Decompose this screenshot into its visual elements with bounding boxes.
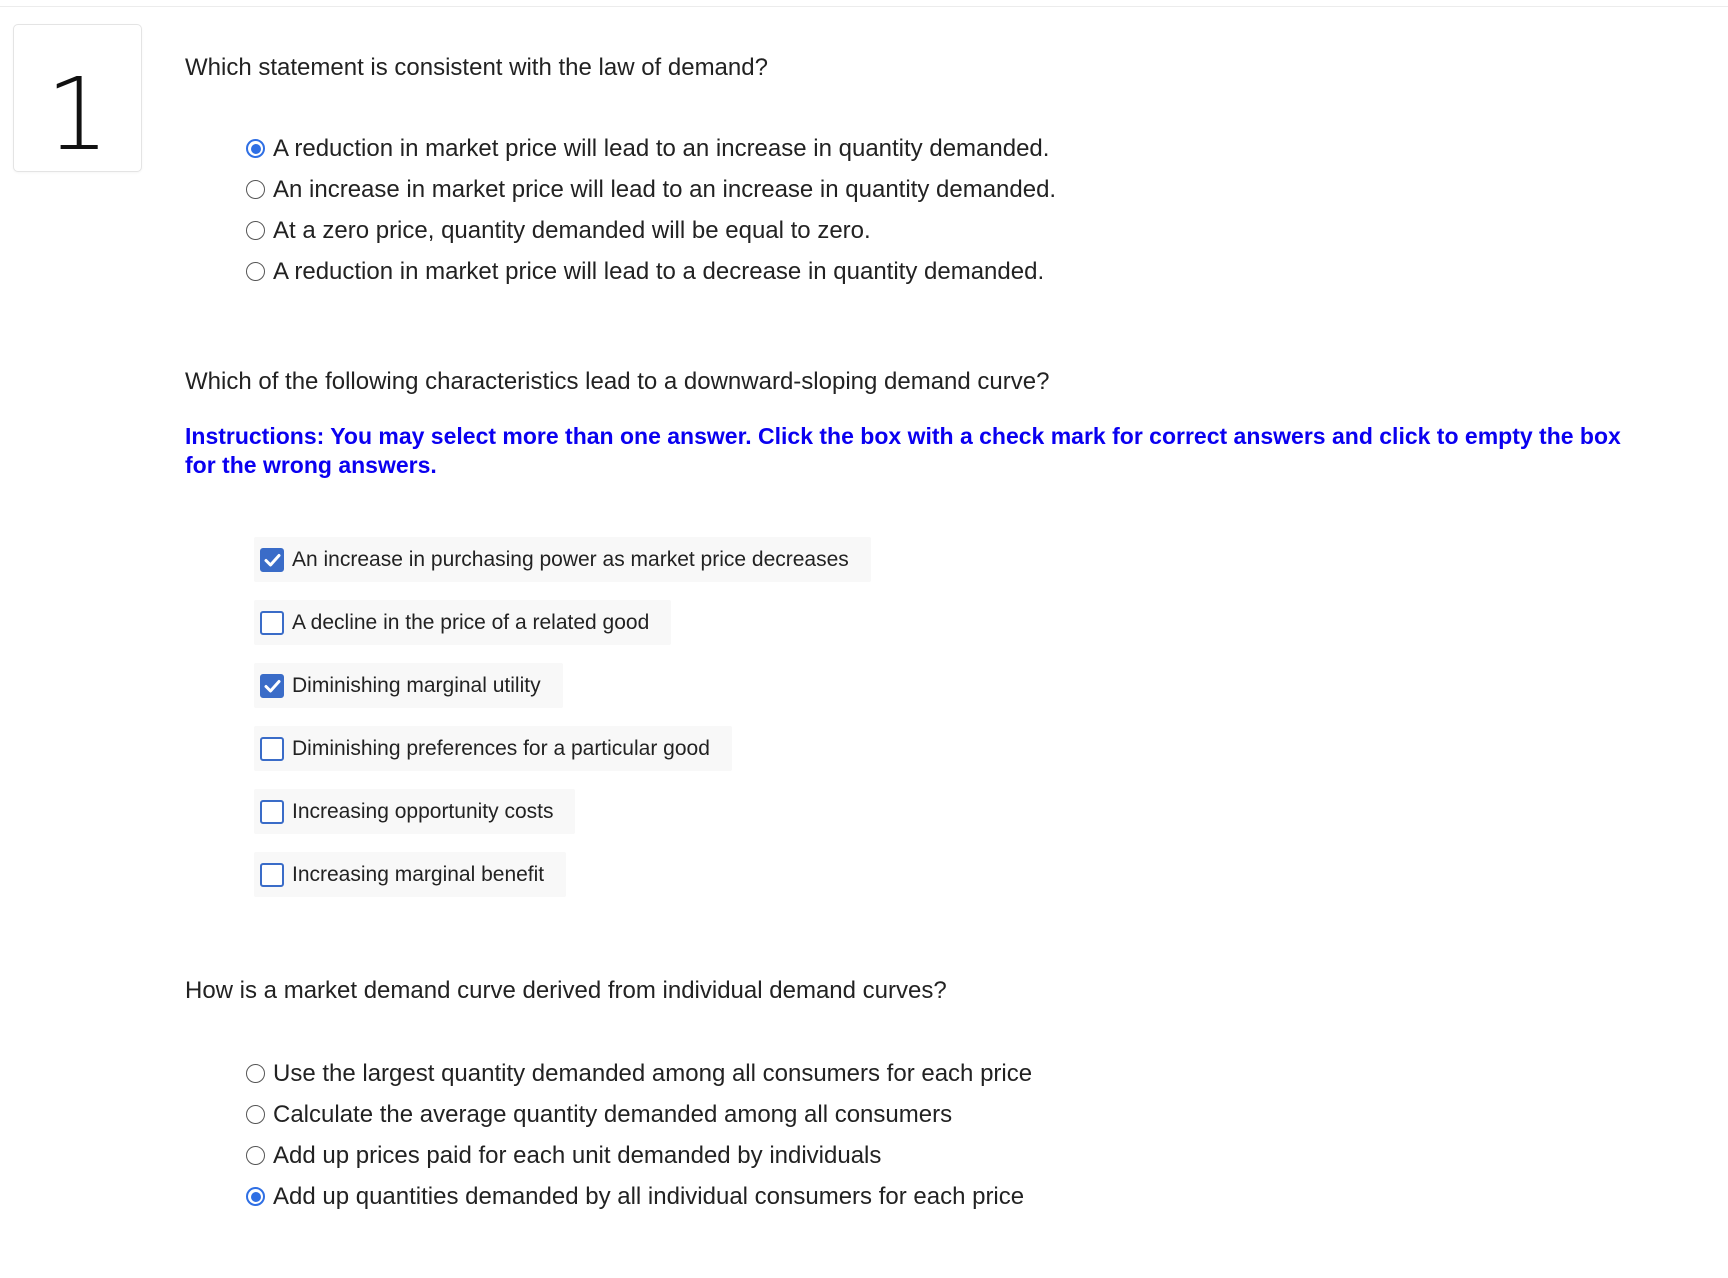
option-label: An increase in purchasing power as market price decreases: [292, 547, 849, 571]
q3-option[interactable]: [246, 1135, 1032, 1176]
q3-option[interactable]: [246, 1094, 1032, 1135]
option-label: At a zero price, quantity demanded will be equal to zero.: [273, 216, 871, 244]
radio-button[interactable]: [246, 221, 265, 240]
option-label: Diminishing marginal utility: [292, 673, 541, 697]
q2-option-row: [254, 663, 871, 726]
q2-options: [254, 537, 871, 915]
option-label: A reduction in market price will lead to a decrease in quantity demanded.: [273, 257, 1045, 285]
checkbox[interactable]: [260, 548, 284, 572]
q2-option-row: [254, 852, 871, 915]
q1-option[interactable]: [246, 169, 1056, 210]
q3-prompt: How is a market demand curve derived from individual demand curves?: [185, 977, 947, 1004]
q1-prompt: Which statement is consistent with the law of demand?: [185, 54, 768, 81]
q2-option-row: [254, 600, 871, 663]
q2-prompt: Which of the following characteristics lead to a downward-sloping demand curve?: [185, 368, 1050, 395]
q3-option[interactable]: [246, 1053, 1032, 1094]
radio-button[interactable]: [246, 180, 265, 199]
q2-option[interactable]: [254, 600, 671, 645]
option-label: Diminishing preferences for a particular good: [292, 736, 710, 760]
checkmark-icon: [263, 551, 282, 570]
option-label: Calculate the average quantity demanded among all consumers: [273, 1100, 953, 1128]
option-label: Add up quantities demanded by all individual consumers for each price: [273, 1182, 1025, 1210]
radio-button[interactable]: [246, 262, 265, 281]
q2-option-row: [254, 726, 871, 789]
option-label: A reduction in market price will lead to an increase in quantity demanded.: [273, 134, 1050, 162]
q1-option[interactable]: [246, 210, 1056, 251]
option-label: A decline in the price of a related good: [292, 610, 650, 634]
radio-button[interactable]: [246, 1105, 265, 1124]
q2-option[interactable]: [254, 663, 563, 708]
checkbox[interactable]: [260, 800, 284, 824]
q3-option[interactable]: [246, 1176, 1032, 1217]
q1-option[interactable]: [246, 251, 1056, 292]
q2-option[interactable]: [254, 726, 732, 771]
checkbox[interactable]: [260, 863, 284, 887]
question-number: 1: [45, 56, 110, 173]
checkbox[interactable]: [260, 737, 284, 761]
q1-options: [246, 128, 1056, 292]
q3-options: [246, 1053, 1032, 1217]
q2-option[interactable]: [254, 852, 566, 897]
q2-option[interactable]: [254, 537, 871, 582]
radio-button[interactable]: [246, 1187, 265, 1206]
option-label: An increase in market price will lead to an increase in quantity demanded.: [273, 175, 1057, 203]
q1-option[interactable]: [246, 128, 1056, 169]
checkbox[interactable]: [260, 674, 284, 698]
radio-button[interactable]: [246, 139, 265, 158]
q2-option-row: [254, 789, 871, 852]
option-label: Increasing marginal benefit: [292, 862, 545, 886]
radio-button[interactable]: [246, 1064, 265, 1083]
checkbox[interactable]: [260, 611, 284, 635]
top-divider: [0, 6, 1728, 7]
option-label: Use the largest quantity demanded among all consumers for each price: [273, 1059, 1033, 1087]
q2-option[interactable]: [254, 789, 575, 834]
option-label: Increasing opportunity costs: [292, 799, 554, 823]
question-number-card: [13, 24, 142, 172]
checkmark-icon: [263, 677, 282, 696]
q2-option-row: [254, 537, 871, 600]
q2-instructions: Instructions: You may select more than one answer. Click the box with a check mark for correct answers and click to empty the box for the wrong answers.: [185, 423, 1621, 478]
radio-button[interactable]: [246, 1146, 265, 1165]
option-label: Add up prices paid for each unit demanded by individuals: [273, 1141, 882, 1169]
